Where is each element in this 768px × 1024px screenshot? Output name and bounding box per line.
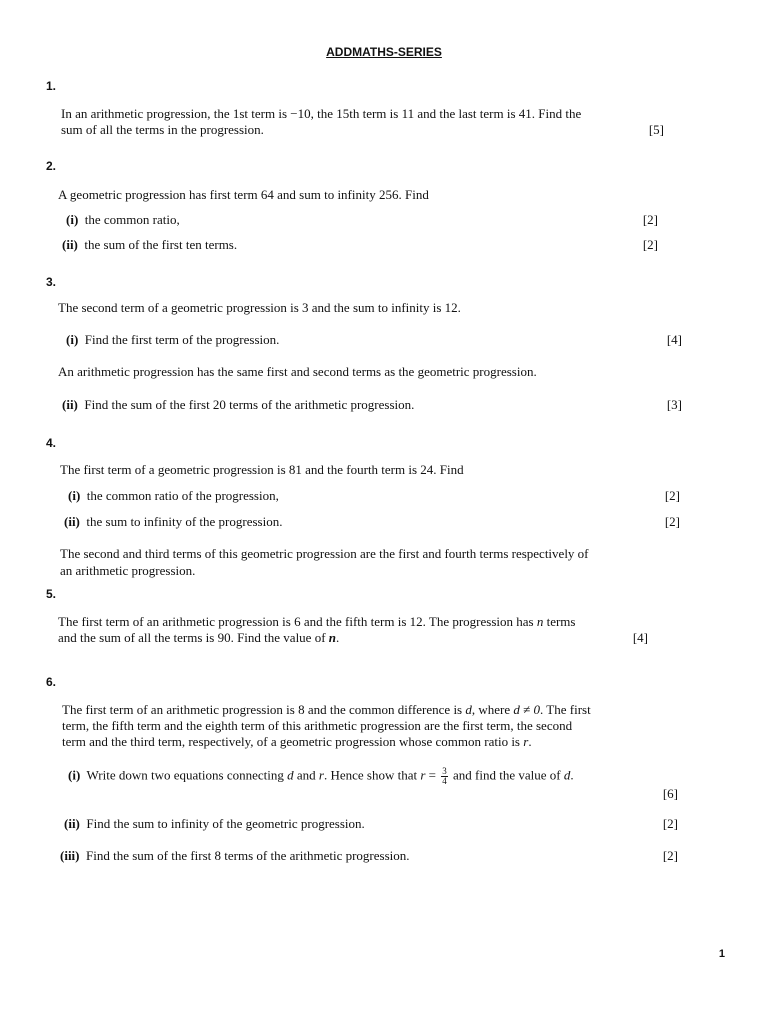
question-5-number: 5. <box>46 587 57 601</box>
variable-n: n <box>328 630 337 645</box>
text-run: = <box>425 767 440 783</box>
text-run: , where <box>471 702 514 717</box>
variable-r: r <box>420 767 426 783</box>
part-text: the sum of the first ten terms. <box>84 237 238 252</box>
part-label: (ii) <box>64 514 80 529</box>
question-2-number: 2. <box>46 159 57 173</box>
text-run: . <box>528 734 532 749</box>
text-run: . <box>336 630 340 645</box>
question-2-part-i-mark: [2] <box>642 212 658 227</box>
part-label: (ii) <box>64 816 80 831</box>
question-4-tail-line-2: an arithmetic progression. <box>60 563 196 578</box>
question-6-part-i-mark: [6] <box>662 786 678 801</box>
question-3-part-ii <box>62 397 414 413</box>
variable-d: d <box>563 767 571 783</box>
part-text: Find the sum of the first 8 terms of the arithmetic progression. <box>86 848 410 863</box>
question-5-mark: [4] <box>632 630 648 645</box>
part-label: (i) <box>66 332 79 347</box>
text-run: terms <box>543 614 576 629</box>
question-6-line-2: term, the fifth term and the eighth term of this arithmetic progression are the first term, the second <box>62 718 573 733</box>
variable-d: d <box>465 702 472 717</box>
question-4-part-ii-mark: [2] <box>664 514 680 529</box>
question-2-part-ii-mark: [2] <box>642 237 658 252</box>
part-label: (iii) <box>60 848 80 863</box>
fraction <box>441 767 448 786</box>
part-label: (i) <box>68 488 81 503</box>
question-6-part-ii-mark: [2] <box>662 816 678 831</box>
question-3-part-i-mark: [4] <box>666 332 682 347</box>
question-6-line-3 <box>62 734 532 750</box>
question-4-part-i <box>68 488 279 504</box>
part-text: the common ratio, <box>84 212 180 227</box>
fraction-denominator: 4 <box>442 776 447 786</box>
part-text: the sum to infinity of the progression. <box>86 514 283 529</box>
fraction-numerator: 3 <box>442 766 447 776</box>
question-1-number: 1. <box>46 79 57 93</box>
part-label: (ii) <box>62 397 78 412</box>
variable-r: r <box>318 767 324 783</box>
part-text: Find the sum of the first 20 terms of the arithmetic progression. <box>84 397 415 412</box>
text-run: and the sum of all the terms is 90. Find the value of <box>58 630 329 645</box>
part-text: Find the sum to infinity of the geometric progression. <box>86 816 365 831</box>
question-2-part-ii <box>62 237 237 253</box>
question-6-number: 6. <box>46 675 57 689</box>
question-3-stem: The second term of a geometric progression is 3 and the sum to infinity is 12. <box>58 300 461 315</box>
question-4-tail-line-1: The second and third terms of this geometric progression are the first and fourth terms respectively of <box>60 546 589 561</box>
question-5-line-2 <box>58 630 339 646</box>
part-text: the common ratio of the progression, <box>86 488 279 503</box>
question-1-line-2: sum of all the terms in the progression. <box>61 122 264 137</box>
question-6-part-i <box>68 767 574 786</box>
question-1-line-1: In an arithmetic progression, the 1st term is −10, the 15th term is 11 and the last term is 41. Find the <box>61 106 582 121</box>
variable-d: d <box>287 767 294 783</box>
question-3-part-ii-mark: [3] <box>666 397 682 412</box>
question-6-part-iii <box>60 848 410 864</box>
question-2-part-i <box>66 212 180 228</box>
text-run: and <box>293 767 319 783</box>
variable-n: n <box>536 614 544 629</box>
text-run: The first term of an arithmetic progression is 6 and the fifth term is 12. The progression has <box>58 614 537 629</box>
question-4-stem: The first term of a geometric progression is 81 and the fourth term is 24. Find <box>60 462 464 477</box>
question-1-mark: [5] <box>648 122 664 137</box>
question-4-part-i-mark: [2] <box>664 488 680 503</box>
question-3-middle: An arithmetic progression has the same first and second terms as the geometric progression. <box>58 364 537 379</box>
question-6-line-1 <box>62 702 591 718</box>
question-6-part-iii-mark: [2] <box>662 848 678 863</box>
page-number: 1 <box>718 948 725 960</box>
question-6-part-ii <box>64 816 365 832</box>
part-label: (i) <box>68 767 81 783</box>
text-run: The first term of an arithmetic progression is 8 and the common difference is <box>62 702 466 717</box>
text-run: . The first <box>540 702 591 717</box>
variable-r: r <box>523 734 529 749</box>
text-run: and find the value of <box>449 767 564 783</box>
question-4-part-ii <box>64 514 282 530</box>
question-4-number: 4. <box>46 436 57 450</box>
part-label: (i) <box>66 212 79 227</box>
condition: d ≠ 0 <box>513 702 541 717</box>
part-label: (ii) <box>62 237 78 252</box>
text-run: Write down two equations connecting <box>86 767 288 783</box>
question-5-line-1 <box>58 614 575 630</box>
part-text: Find the first term of the progression. <box>84 332 280 347</box>
page-title: ADDMATHS-SERIES <box>326 45 442 59</box>
question-3-part-i <box>66 332 279 348</box>
question-3-number: 3. <box>46 275 57 289</box>
text-run: . Hence show that <box>323 767 421 783</box>
text-run: term and the third term, respectively, of a geometric progression whose common ratio is <box>62 734 524 749</box>
question-2-stem: A geometric progression has first term 64 and sum to infinity 256. Find <box>58 187 429 202</box>
text-run: . <box>570 767 574 783</box>
